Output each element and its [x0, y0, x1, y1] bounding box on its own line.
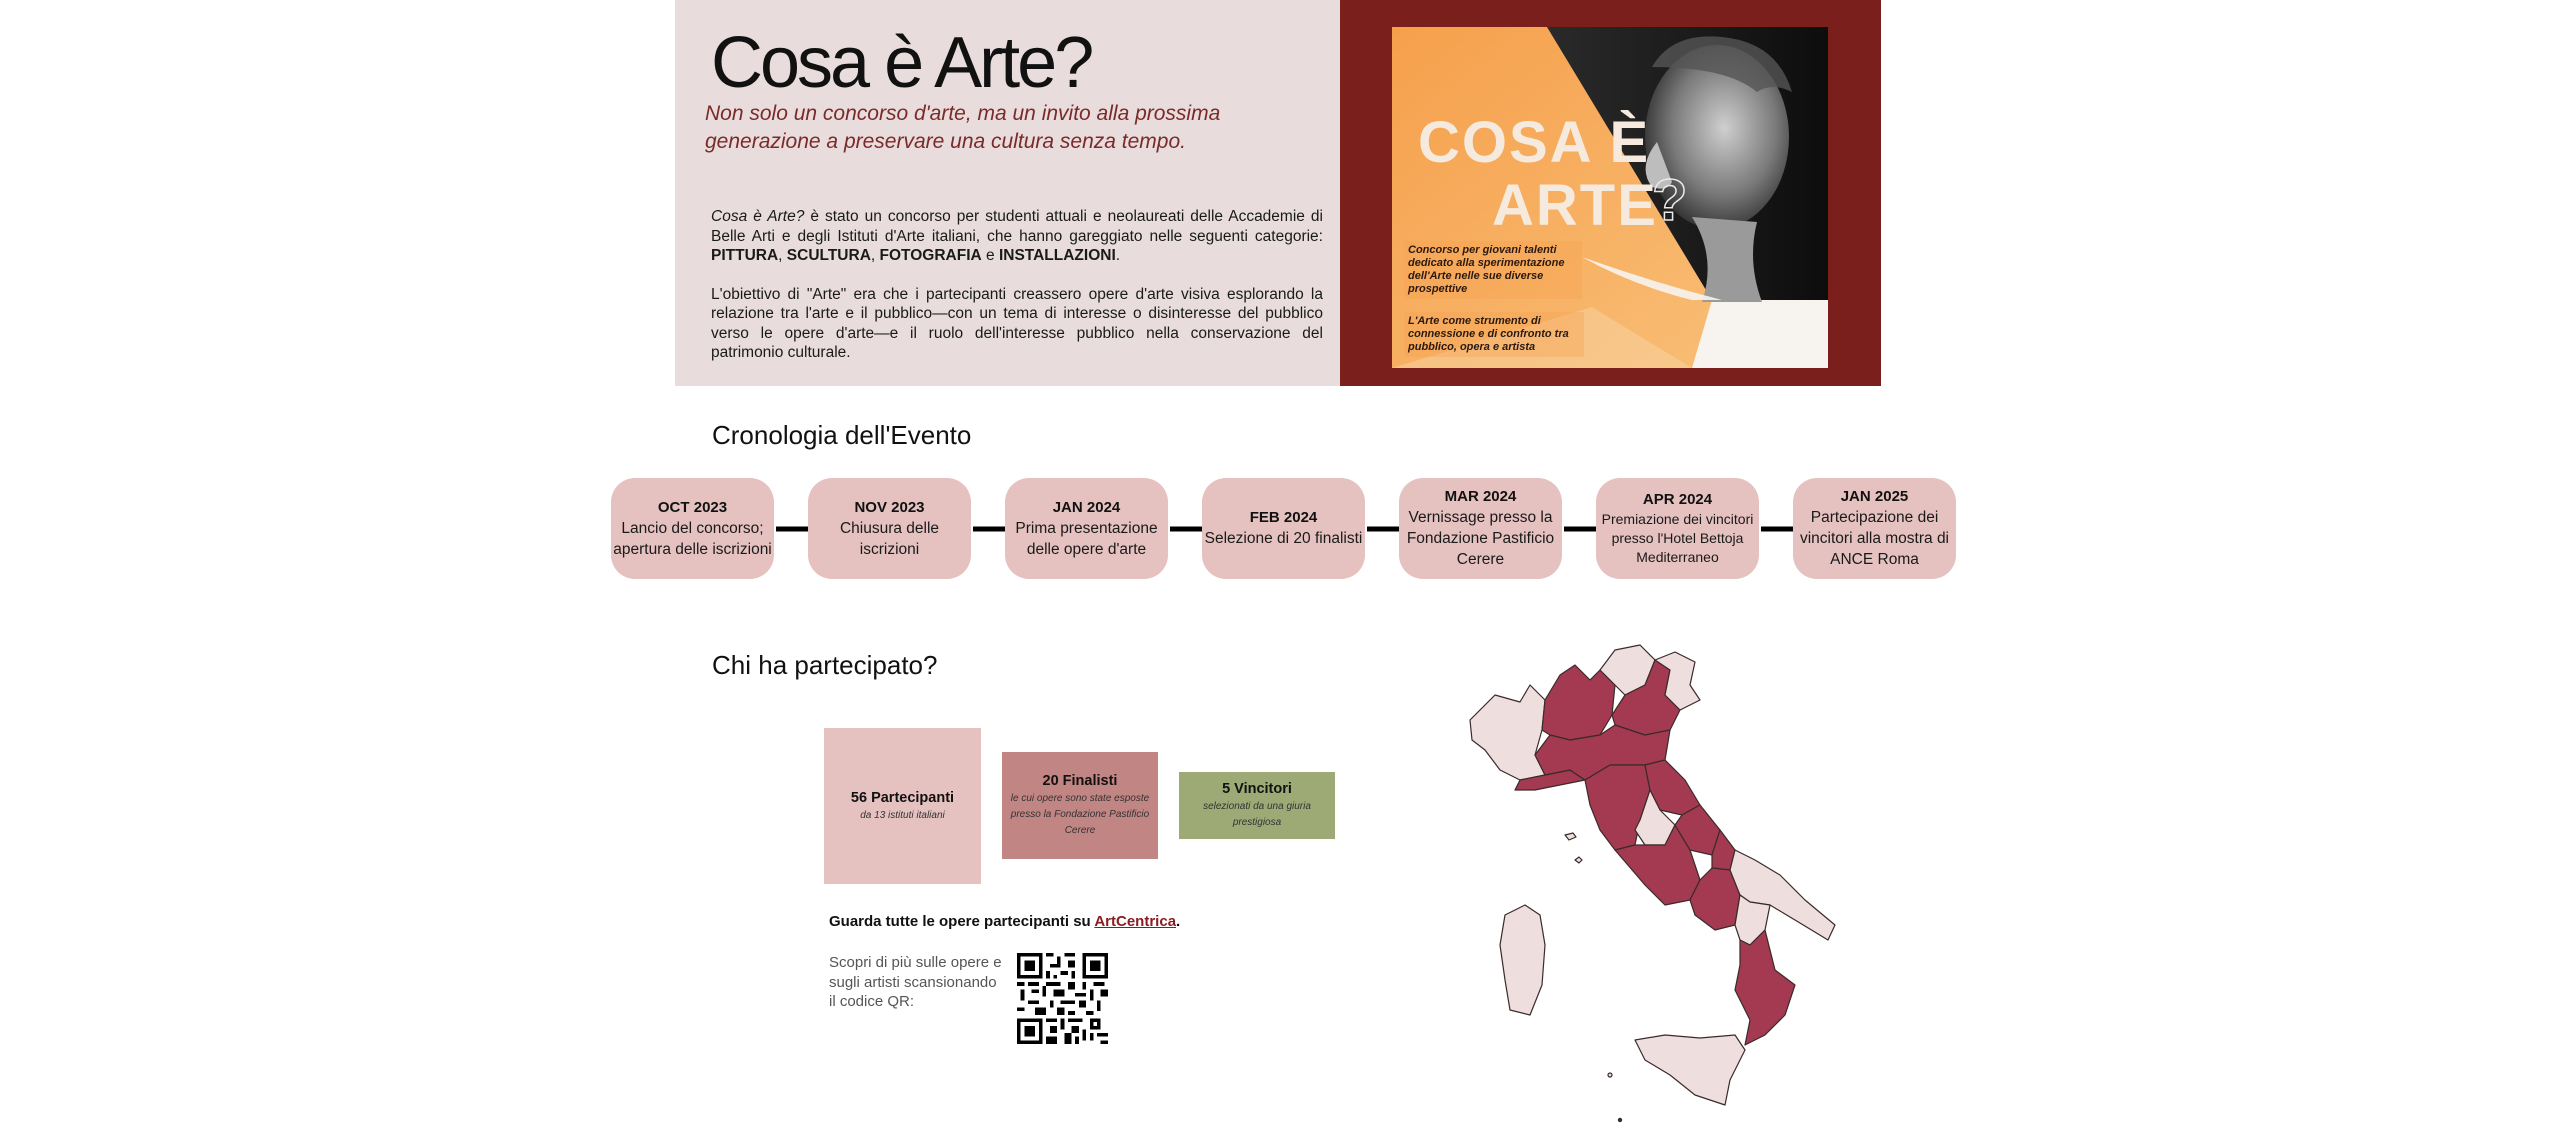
stat-label: 56 Partecipanti [850, 789, 955, 806]
stat-label: 20 Finalisti [1042, 773, 1118, 789]
stat-sublabel: le cui opere sono state esposte presso la Fondazione Pastificio Cerere [1010, 793, 1150, 836]
timeline-item [1202, 478, 1365, 579]
artcentrica-suffix: . [1176, 913, 1181, 930]
qr-code-icon[interactable] [1017, 953, 1108, 1044]
category-painting: PITTURA [711, 247, 779, 264]
category-installations: INSTALLAZIONI [998, 247, 1116, 264]
timeline-text: Selezione di 20 finalisti [1204, 530, 1363, 547]
timeline-date: JAN 2024 [1052, 498, 1121, 516]
italy-map [1450, 640, 1850, 1130]
stat-finalists [1002, 752, 1158, 859]
page-title: Cosa è Arte? [711, 23, 1092, 103]
timeline-text: Vernissage presso la Fondazione Pastificio Cerere [1406, 509, 1555, 568]
stat-label: 5 Vincitori [1222, 781, 1292, 797]
description-lead: Cosa è Arte? [711, 208, 805, 225]
timeline-date: OCT 2023 [657, 498, 728, 516]
poster-question-mark: ? [1652, 168, 1688, 233]
timeline-text: Partecipazione dei vincitori alla mostra di ANCE Roma [1799, 509, 1950, 568]
category-separator: , [778, 247, 787, 264]
artcentrica-line [829, 913, 1180, 930]
page-subtitle: Non solo un concorso d'arte, ma un invito alla prossima generazione a preservare una cultura senza tempo. [705, 102, 1221, 153]
poster-caption-2: L'Arte come strumento di connessione e di confronto tra pubblico, opera e artista [1404, 312, 1584, 357]
category-photography: FOTOGRAFIA [879, 247, 982, 264]
island-dot [1618, 1118, 1621, 1121]
description-paragraph-1 [711, 207, 1323, 266]
region-calabria [1735, 930, 1795, 1045]
poster-image [1392, 27, 1828, 368]
category-separator: e [981, 247, 999, 264]
timeline-date: JAN 2025 [1840, 488, 1909, 505]
poster-frame [1340, 0, 1881, 386]
stat-winners [1179, 772, 1335, 839]
description-paragraph-2: L'obiettivo di "Arte" era che i partecipanti creassero opere d'arte visiva esplorando la relazione tra l'arte e il pubblico—con un tema di interesse o disinteresse del pubblico verso le opere d'arte—e il ruolo dell'interesse pubblico nella conservazione del patrimonio culturale. [711, 285, 1323, 361]
hero-description [711, 207, 1323, 382]
timeline-item [1005, 478, 1168, 579]
description-text: è stato un concorso per studenti attuali e neolaureati delle Accademie di Belle Arti e degli Istituti d'Arte italiani, che hanno gareggiato nelle seguenti categorie: [711, 208, 1323, 245]
region-sardegna [1500, 905, 1545, 1015]
qr-instructions: Scopri di più sulle opere e sugli artisti scansionando il codice QR: [829, 954, 1002, 1010]
stat-participants [824, 728, 981, 884]
timeline-item [1399, 478, 1562, 579]
poster-caption-1: Concorso per giovani talenti dedicato alla sperimentazione dell'Arte nelle sue diverse prospettive [1404, 241, 1582, 299]
timeline-item [1793, 478, 1956, 579]
island-small [1575, 857, 1582, 863]
timeline-text: Lancio del concorso; apertura delle iscrizioni [613, 519, 772, 558]
region-lombardia [1542, 665, 1615, 740]
artcentrica-prefix: Guarda tutte le opere partecipanti su [829, 913, 1095, 930]
category-sculpture: SCULTURA [786, 247, 871, 264]
timeline-item [808, 478, 971, 579]
timeline-text: Premiazione dei vincitori presso l'Hotel Bettoja Mediterraneo [1601, 511, 1754, 565]
timeline-date: MAR 2024 [1444, 488, 1517, 505]
timeline-date: NOV 2023 [854, 498, 925, 516]
timeline-item [1596, 478, 1759, 579]
description-end: . [1115, 247, 1121, 264]
timeline-item [611, 478, 774, 579]
region-sicilia [1635, 1035, 1745, 1105]
timeline-title: Cronologia dell'Evento [712, 420, 972, 450]
category-separator: , [870, 247, 880, 264]
participants-title: Chi ha partecipato? [712, 650, 938, 680]
stat-sublabel: da 13 istituti italiani [860, 809, 945, 821]
island-dot [1608, 1073, 1612, 1077]
timeline-date: FEB 2024 [1249, 509, 1318, 526]
timeline-text: Prima presentazione delle opere d'arte [1015, 519, 1158, 558]
hero-panel [675, 0, 1340, 386]
artcentrica-link[interactable]: ArtCentrica [1094, 913, 1177, 930]
poster-title-line-2: ARTE [1492, 173, 1658, 238]
island-elba [1565, 833, 1576, 840]
timeline [611, 478, 1959, 579]
timeline-text: Chiusura delle iscrizioni [839, 519, 940, 558]
poster-title-line-1: COSA È [1418, 110, 1651, 175]
stat-sublabel: selezionati da una giuria prestigiosa [1203, 801, 1311, 828]
region-piemonte [1470, 685, 1545, 780]
timeline-date: APR 2024 [1642, 491, 1713, 508]
